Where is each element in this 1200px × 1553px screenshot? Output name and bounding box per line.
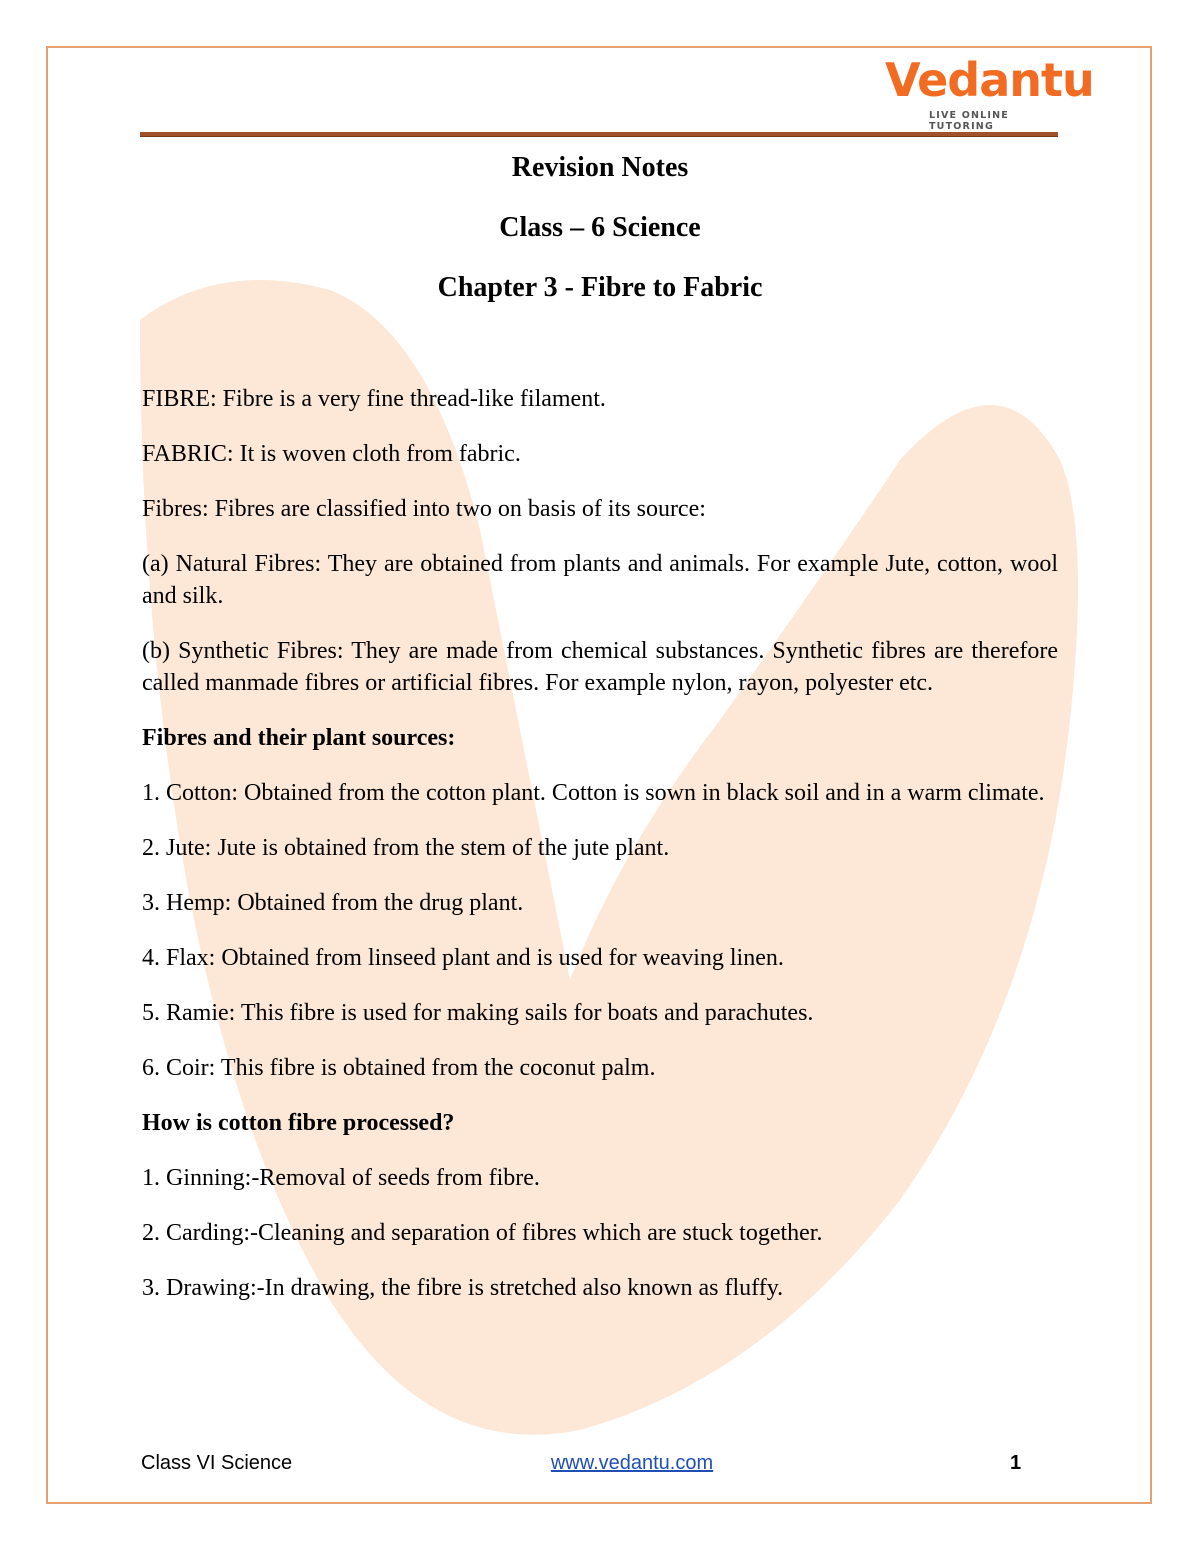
synthetic-fibres: (b) Synthetic Fibres: They are made from chemical substances. Synthetic fibres are therefore called manmade fibres or artificial fibres. For example nylon, rayon, polyester etc. xyxy=(142,638,1058,696)
list-item: 4. Flax: Obtained from linseed plant and is used for weaving linen. xyxy=(142,945,784,971)
fibre-classification: Fibres: Fibres are classified into two on basis of its source: xyxy=(142,496,706,522)
notes-content xyxy=(142,383,1058,1327)
page-number: 1 xyxy=(1010,1452,1022,1474)
chapter-title: Chapter 3 - Fibre to Fabric xyxy=(437,272,763,303)
logo-wordmark: Vedantu xyxy=(885,53,1094,107)
section-heading-plant-sources: Fibres and their plant sources: xyxy=(142,725,456,751)
page-title: Revision Notes xyxy=(511,152,689,183)
list-item: 6. Coir: This fibre is obtained from the coconut palm. xyxy=(142,1055,656,1081)
logo-tagline: LIVE ONLINE TUTORING xyxy=(929,110,1009,132)
list-item: 5. Ramie: This fibre is used for making sails for boats and parachutes. xyxy=(142,1000,814,1026)
list-item: 1. Cotton: Obtained from the cotton plant. Cotton is sown in black soil and in a warm climate. xyxy=(142,780,1045,806)
definition-fibre: FIBRE: Fibre is a very fine thread-like filament. xyxy=(142,386,606,412)
footer-website-link[interactable]: www.vedantu.com xyxy=(550,1452,714,1474)
class-subtitle: Class – 6 Science xyxy=(499,212,701,243)
header-rule xyxy=(140,132,1058,137)
section-heading-cotton-processing: How is cotton fibre processed? xyxy=(142,1110,455,1136)
list-item: 2. Jute: Jute is obtained from the stem of the jute plant. xyxy=(142,835,670,861)
definition-fabric: FABRIC: It is woven cloth from fabric. xyxy=(142,441,521,467)
list-item: 1. Ginning:-Removal of seeds from fibre. xyxy=(142,1165,540,1191)
list-item: 2. Carding:-Cleaning and separation of fibres which are stuck together. xyxy=(142,1220,823,1246)
list-item: 3. Hemp: Obtained from the drug plant. xyxy=(142,890,524,916)
natural-fibres: (a) Natural Fibres: They are obtained from plants and animals. For example Jute, cotton, wool and silk. xyxy=(142,551,1058,609)
list-item: 3. Drawing:-In drawing, the fibre is stretched also known as fluffy. xyxy=(142,1275,784,1301)
vedantu-logo xyxy=(885,53,1094,132)
footer-class-label: Class VI Science xyxy=(141,1452,293,1474)
